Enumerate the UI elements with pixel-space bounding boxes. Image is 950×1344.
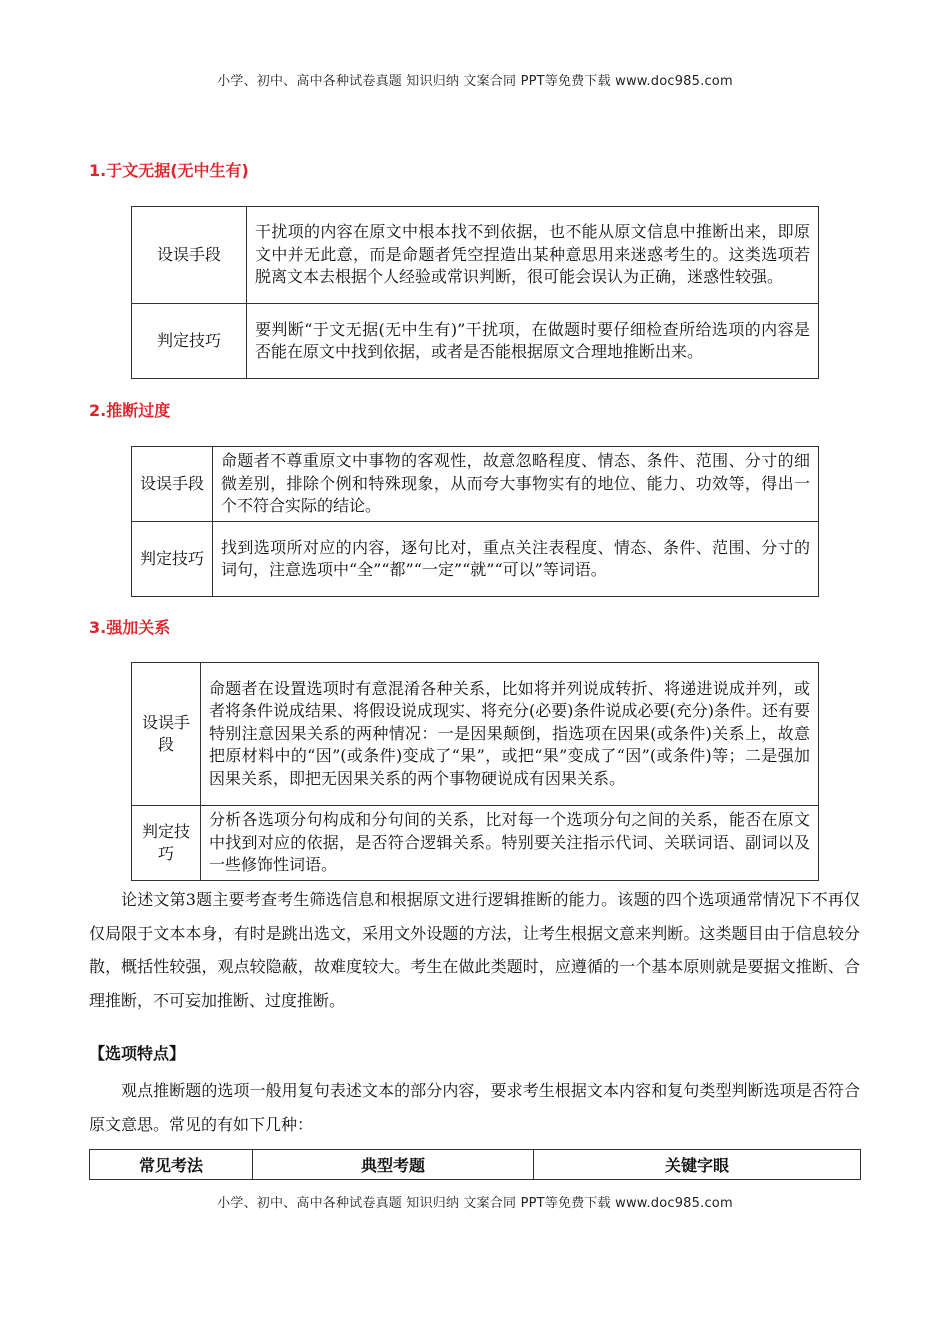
table-row <box>132 522 819 597</box>
row-label: 判定技巧 <box>132 522 213 597</box>
row-content: 干扰项的内容在原文中根本找不到依据，也不能从原文信息中推断出来，即原文中并无此意，而是命题者凭空捏造出某种意思用来迷惑考生的。这类选项若脱离文本去根据个人经验或常识判断，很可能会误认为正确，迷惑性较强。 <box>247 207 819 304</box>
section-3-table <box>131 662 819 881</box>
table-header-row <box>90 1150 861 1180</box>
body-paragraph-1: 论述文第3题主要考查考生筛选信息和根据原文进行逻辑推断的能力。该题的四个选项通常情况下不再仅仅局限于文本本身，有时是跳出选文，采用文外设题的方法，让考生根据文意来判断。这类题目由于信息较分散，概括性较强，观点较隐蔽，故难度较大。考生在做此类题时，应遵循的一个基本原则就是要据文推断、合理推断，不可妄加推断、过度推断。 <box>89 890 860 1010</box>
column-header-keywords: 关键字眼 <box>534 1150 861 1180</box>
section-title-1: 1.于文无据(无中生有) <box>89 161 249 180</box>
page-footer: 小学、初中、高中各种试卷真题 知识归纳 文案合同 PPT等免费下载 www.doc985.com <box>217 1196 733 1211</box>
section-2-table <box>131 446 819 597</box>
section-title-3: 3.强加关系 <box>89 618 171 637</box>
table-row <box>132 663 819 806</box>
methods-table <box>89 1149 861 1180</box>
options-features-heading: 【选项特点】 <box>89 1044 186 1063</box>
row-content: 分析各选项分句构成和分句间的关系，比对每一个选项分句之间的关系，能否在原文中找到对应的依据，是否符合逻辑关系。特别要关注指示代词、关联词语、副词以及一些修饰性词语。 <box>201 806 819 881</box>
table-row <box>132 304 819 379</box>
row-label: 判定技巧 <box>132 304 247 379</box>
row-content: 命题者不尊重原文中事物的客观性，故意忽略程度、情态、条件、范围、分寸的细微差别，排除个例和特殊现象，从而夸大事物实有的地位、能力、功效等，得出一个不符合实际的结论。 <box>213 447 819 522</box>
row-label: 判定技巧 <box>132 806 201 881</box>
page-header: 小学、初中、高中各种试卷真题 知识归纳 文案合同 PPT等免费下载 www.doc985.com <box>217 74 733 89</box>
table-row <box>132 207 819 304</box>
row-content: 要判断“于文无据(无中生有)”干扰项，在做题时要仔细检查所给选项的内容是否能在原文中找到依据，或者是否能根据原文合理地推断出来。 <box>247 304 819 379</box>
column-header-example: 典型考题 <box>253 1150 534 1180</box>
row-content: 找到选项所对应的内容，逐句比对，重点关注表程度、情态、条件、范围、分寸的词句，注意选项中“全”“都”“一定”“就”“可以”等词语。 <box>213 522 819 597</box>
row-label: 设误手段 <box>132 207 247 304</box>
table-row <box>132 806 819 881</box>
row-label: 设误手段 <box>132 663 201 806</box>
row-label: 设误手段 <box>132 447 213 522</box>
section-title-2: 2.推断过度 <box>89 401 171 420</box>
body-paragraph-2: 观点推断题的选项一般用复句表述文本的部分内容，要求考生根据文本内容和复句类型判断选项是否符合原文意思。常见的有如下几种： <box>89 1081 860 1134</box>
table-row <box>132 447 819 522</box>
section-1-table <box>131 206 819 379</box>
column-header-method: 常见考法 <box>90 1150 253 1180</box>
row-content: 命题者在设置选项时有意混淆各种关系，比如将并列说成转折、将递进说成并列，或者将条件说成结果、将假设说成现实、将充分(必要)条件说成必要(充分)条件。还有要特别注意因果关系的两种情况：一是因果颠倒，指选项在因果(或条件)关系上，故意把原材料中的“因”(或条件)变成了“果”，或把“果”变成了“因”(或条件)等；二是强加因果关系，即把无因果关系的两个事物硬说成有因果关系。 <box>201 663 819 806</box>
